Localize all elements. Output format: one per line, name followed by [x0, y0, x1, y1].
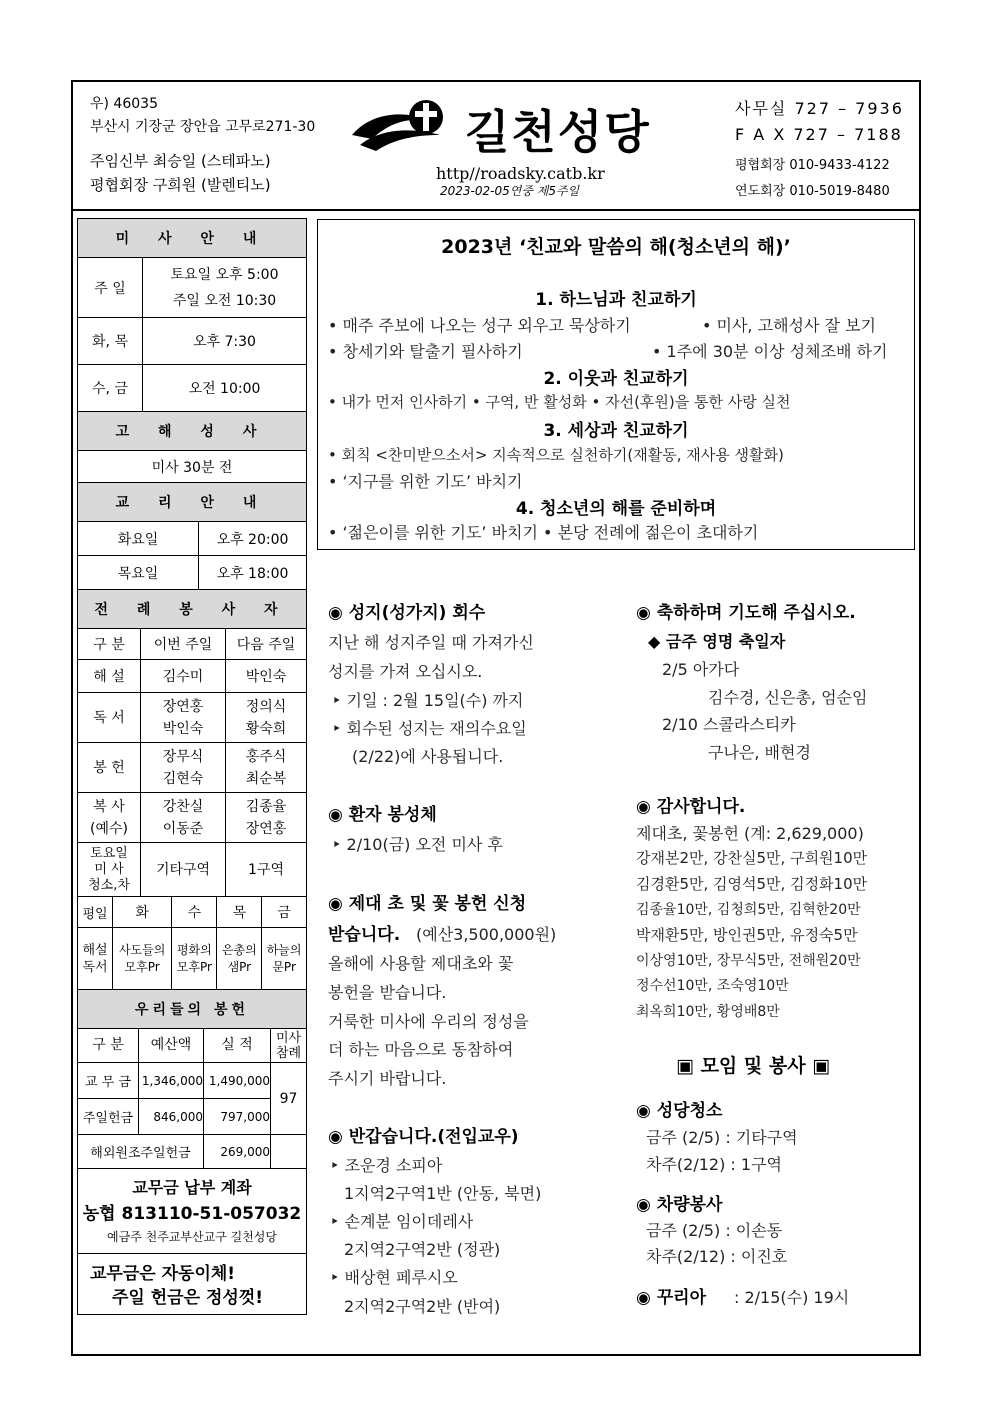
servers-header-this: 이번 주일 [141, 629, 226, 660]
thanks-line: 김종율10만, 김청희5만, 김혁한20만 [636, 902, 861, 918]
server-next: 김종율 장연홍 [226, 793, 307, 843]
candle-line: 거룩한 미사에 우리의 정성을 [328, 1012, 529, 1031]
thanks-line: 이상영10만, 장무식5만, 전해원20만 [636, 953, 861, 969]
curia-title: ◉ 꾸리아 [636, 1288, 707, 1308]
candle-title-1: ◉ 제대 초 및 꽃 봉헌 신청 [328, 894, 527, 914]
servers-title: 전 례 봉 사 자 [78, 590, 307, 629]
welcome-location: 2지역2구역2반 (반여) [344, 1297, 501, 1316]
cleaning-title: ◉ 성당청소 [636, 1101, 723, 1121]
server-role: 봉 헌 [78, 743, 141, 793]
mass-sunday-time-2: 주일 오전 10:30 [172, 292, 277, 309]
date-line: 2023-02-05연중 제5주일 [440, 184, 580, 198]
catechism-table [77, 521, 307, 590]
server-role: 해 설 [78, 660, 141, 693]
candle-line: 더 하는 마음으로 동참하여 [328, 1040, 514, 1059]
palm-line: ‣ 기일 : 2월 15일(수) 까지 [332, 691, 524, 710]
feast-names: 김수경, 신은총, 엄순임 [708, 688, 868, 707]
pastor: 주임신부 최승일 (스테파노) [90, 152, 271, 170]
cleaning-line: 차주(2/12) : 1구역 [646, 1155, 782, 1174]
server-this: 장무식 김현숙 [141, 743, 226, 793]
confession-text: 미사 30분 전 [78, 451, 307, 483]
catechism-day-2: 목요일 [78, 556, 199, 590]
server-role: 독 서 [78, 693, 141, 743]
office-phone: 사무실 727 – 7936 [735, 99, 904, 118]
welcome-person: ‣ 손계분 임이데레사 [330, 1212, 474, 1231]
candle-line: 주시기 바랍니다. [328, 1069, 447, 1088]
server-this: 기타구역 [141, 843, 226, 897]
mass-title: 미 사 안 내 [78, 219, 307, 258]
candle-title-2: 받습니다. [328, 925, 401, 945]
feast-names: 구나은, 배현경 [708, 743, 811, 762]
weekday-cell: 사도들의 모후Pr [113, 928, 172, 990]
server-this: 장연홍 박인숙 [141, 693, 226, 743]
mass-sunday-label: 주 일 [78, 258, 143, 318]
thanks-title: ◉ 감사합니다. [636, 797, 746, 817]
overseas-empty [271, 1135, 307, 1169]
theme-item: • 1주에 30분 이상 성체조배 하기 [652, 342, 888, 361]
candle-budget: (예산3,500,000원) [416, 925, 557, 944]
header-divider [71, 209, 921, 211]
offering-budget: 846,000 [139, 1099, 204, 1135]
offering-attendance: 97 [271, 1063, 307, 1135]
mass-wed-label: 수, 금 [78, 365, 143, 412]
account-box [77, 1168, 307, 1254]
thanks-line: 정수선10만, 조숙영10만 [636, 978, 789, 994]
church-logo-icon [350, 95, 460, 161]
catechism-day-1: 화요일 [78, 522, 199, 556]
car-line: 금주 (2/5) : 이손동 [646, 1221, 783, 1240]
fax-number: F A X 727 – 7188 [735, 125, 903, 144]
offering-table [77, 989, 307, 1169]
weekday-header: 평일 [78, 897, 113, 928]
meetings-title: ▣ 모임 및 봉사 ▣ [676, 1055, 831, 1077]
theme-section-1: 1. 하느님과 친교하기 [535, 290, 697, 310]
thanks-line: 최옥희10만, 황영배8만 [636, 1004, 780, 1020]
palm-line: 지난 해 성지주일 때 가져가신 [328, 633, 534, 652]
weekday-table [77, 896, 307, 990]
council-phone: 평협회장 010-9433-4122 [735, 158, 890, 173]
offering-actual: 797,000 [204, 1099, 271, 1135]
car-line: 차주(2/12) : 이진호 [646, 1247, 788, 1266]
palm-line: ‣ 회수된 성지는 재의수요일 [332, 719, 527, 738]
church-url[interactable]: http//roadsky.catb.kr [436, 164, 605, 183]
server-role: 토요일 미 사 청소,차 [78, 843, 141, 897]
candle-line: 봉헌을 받습니다. [328, 983, 447, 1002]
offering-budget: 1,346,000 [139, 1063, 204, 1099]
address: 부산시 기장군 장안읍 고무로271-30 [90, 119, 316, 135]
account-title: 교무금 납부 계좌 [132, 1178, 252, 1197]
offering-title: 우리들의 봉헌 [78, 990, 307, 1029]
feast-day: 2/5 아가다 [662, 660, 740, 679]
thanks-line: 박재환5만, 방인권5만, 유정숙5만 [636, 926, 858, 944]
overseas-value: 269,000 [204, 1135, 271, 1169]
feast-day: 2/10 스콜라스티카 [662, 715, 796, 734]
theme-box [317, 219, 915, 550]
theme-item: • 미사, 고해성사 잘 보기 [702, 316, 876, 335]
theme-section-2: 2. 이웃과 친교하기 [543, 369, 689, 389]
offering-label: 교 무 금 [78, 1063, 139, 1099]
offering-header: 구 분 [78, 1029, 139, 1063]
welcome-title: ◉ 반갑습니다.(전입교우) [328, 1127, 519, 1147]
servers-header-next: 다음 주일 [226, 629, 307, 660]
curia-time: : 2/15(수) 19시 [734, 1288, 850, 1307]
theme-section-4: 4. 청소년의 해를 준비하며 [515, 499, 717, 519]
theme-section-3: 3. 세상과 친교하기 [543, 421, 689, 441]
weekday-header: 화 [113, 897, 172, 928]
confession-title: 고 해 성 사 [78, 412, 307, 451]
thanks-line: 김경환5만, 김영석5만, 김정화10만 [636, 875, 868, 893]
server-next: 1구역 [226, 843, 307, 897]
weekday-header: 금 [262, 897, 307, 928]
candle-line: 올해에 사용할 제대초와 꽃 [328, 954, 514, 973]
server-next: 정의식 황숙희 [226, 693, 307, 743]
sick-title: ◉ 환자 봉성체 [328, 805, 437, 825]
catechism-title: 교 리 안 내 [78, 483, 307, 522]
mass-table [77, 218, 307, 522]
slogan-2: 주일 헌금은 정성껏! [112, 1288, 263, 1308]
welcome-person: ‣ 조운경 소피아 [330, 1156, 443, 1175]
theme-item: • ‘지구를 위한 기도’ 바치기 [328, 472, 523, 491]
server-this: 강찬실 이동준 [141, 793, 226, 843]
weekday-header: 목 [217, 897, 262, 928]
slogan-1: 교무금은 자동이체! [90, 1264, 236, 1284]
mass-tue-label: 화, 목 [78, 318, 143, 365]
church-name: 길천성당 [465, 105, 651, 159]
overseas-label: 해외원조주일헌금 [78, 1135, 204, 1169]
mass-tue-time: 오후 7:30 [143, 318, 307, 365]
cleaning-line: 금주 (2/5) : 기타구역 [646, 1128, 798, 1147]
postcode: 우) 46035 [90, 96, 158, 112]
car-title: ◉ 차량봉사 [636, 1195, 723, 1215]
thanks-line: 제대초, 꽃봉헌 (계: 2,629,000) [636, 824, 864, 843]
weekday-cell: 해설 독서 [78, 928, 113, 990]
council-head: 평협회장 구희원 (발렌티노) [90, 176, 271, 194]
theme-item: • ‘젊은이를 위한 기도’ 바치기 • 본당 전례에 젊은이 초대하기 [328, 523, 759, 542]
mass-wed-time: 오전 10:00 [143, 365, 307, 412]
slogan-box [77, 1253, 307, 1315]
palm-title: ◉ 성지(성가지) 회수 [328, 603, 486, 623]
catechism-time-2: 오후 18:00 [199, 556, 307, 590]
yeondo-phone: 연도회장 010-5019-8480 [735, 184, 890, 199]
server-role: 복 사 (예수) [78, 793, 141, 843]
weekday-cell: 은총의 샘Pr [217, 928, 262, 990]
server-this: 김수미 [141, 660, 226, 693]
server-next: 박인숙 [226, 660, 307, 693]
weekday-cell: 평화의 모후Pr [172, 928, 217, 990]
theme-item: • 내가 먼저 인사하기 • 구역, 반 활성화 • 자선(후원)을 통한 사랑 실천 [328, 393, 791, 411]
catechism-time-1: 오후 20:00 [199, 522, 307, 556]
thanks-line: 강재본2만, 강찬실5만, 구희원10만 [636, 849, 868, 867]
welcome-location: 1지역2구역1반 (안동, 북면) [344, 1184, 542, 1203]
palm-line: 성지를 가져 오십시오. [328, 662, 483, 681]
mass-sunday-time-1: 토요일 오후 5:00 [170, 266, 279, 283]
weekday-cell: 하늘의 문Pr [262, 928, 307, 990]
offering-actual: 1,490,000 [204, 1063, 271, 1099]
theme-item: • 회칙 <찬미받으소서> 지속적으로 실천하기(재활동, 재사용 생활화) [328, 446, 784, 464]
servers-table [77, 589, 307, 897]
welcome-person: ‣ 배상현 페루시오 [330, 1268, 458, 1287]
account-number: 농협 813110-51-057032 [82, 1204, 302, 1224]
weekday-header: 수 [172, 897, 217, 928]
offering-header: 실 적 [204, 1029, 271, 1063]
feast-title: ◉ 축하하며 기도해 주십시오. [636, 603, 856, 623]
theme-item: • 매주 주보에 나오는 성구 외우고 묵상하기 [328, 316, 631, 335]
sidebar [77, 218, 307, 1315]
offering-label: 주일헌금 [78, 1099, 139, 1135]
offering-header: 예산액 [139, 1029, 204, 1063]
account-holder: 예금주 천주교부산교구 길천성당 [107, 1230, 277, 1244]
welcome-location: 2지역2구역2반 (정관) [344, 1240, 501, 1259]
theme-item: • 창세기와 탈출기 필사하기 [328, 342, 523, 361]
feast-subtitle: ◆ 금주 영명 축일자 [648, 632, 786, 651]
palm-line: (2/22)에 사용됩니다. [352, 747, 504, 766]
servers-header-role: 구 분 [78, 629, 141, 660]
offering-header: 미사 참례 [271, 1029, 307, 1063]
theme-title: 2023년 ‘친교와 말씀의 해(청소년의 해)’ [441, 236, 791, 258]
server-next: 홍주식 최순복 [226, 743, 307, 793]
sick-line: ‣ 2/10(금) 오전 미사 후 [332, 835, 503, 854]
